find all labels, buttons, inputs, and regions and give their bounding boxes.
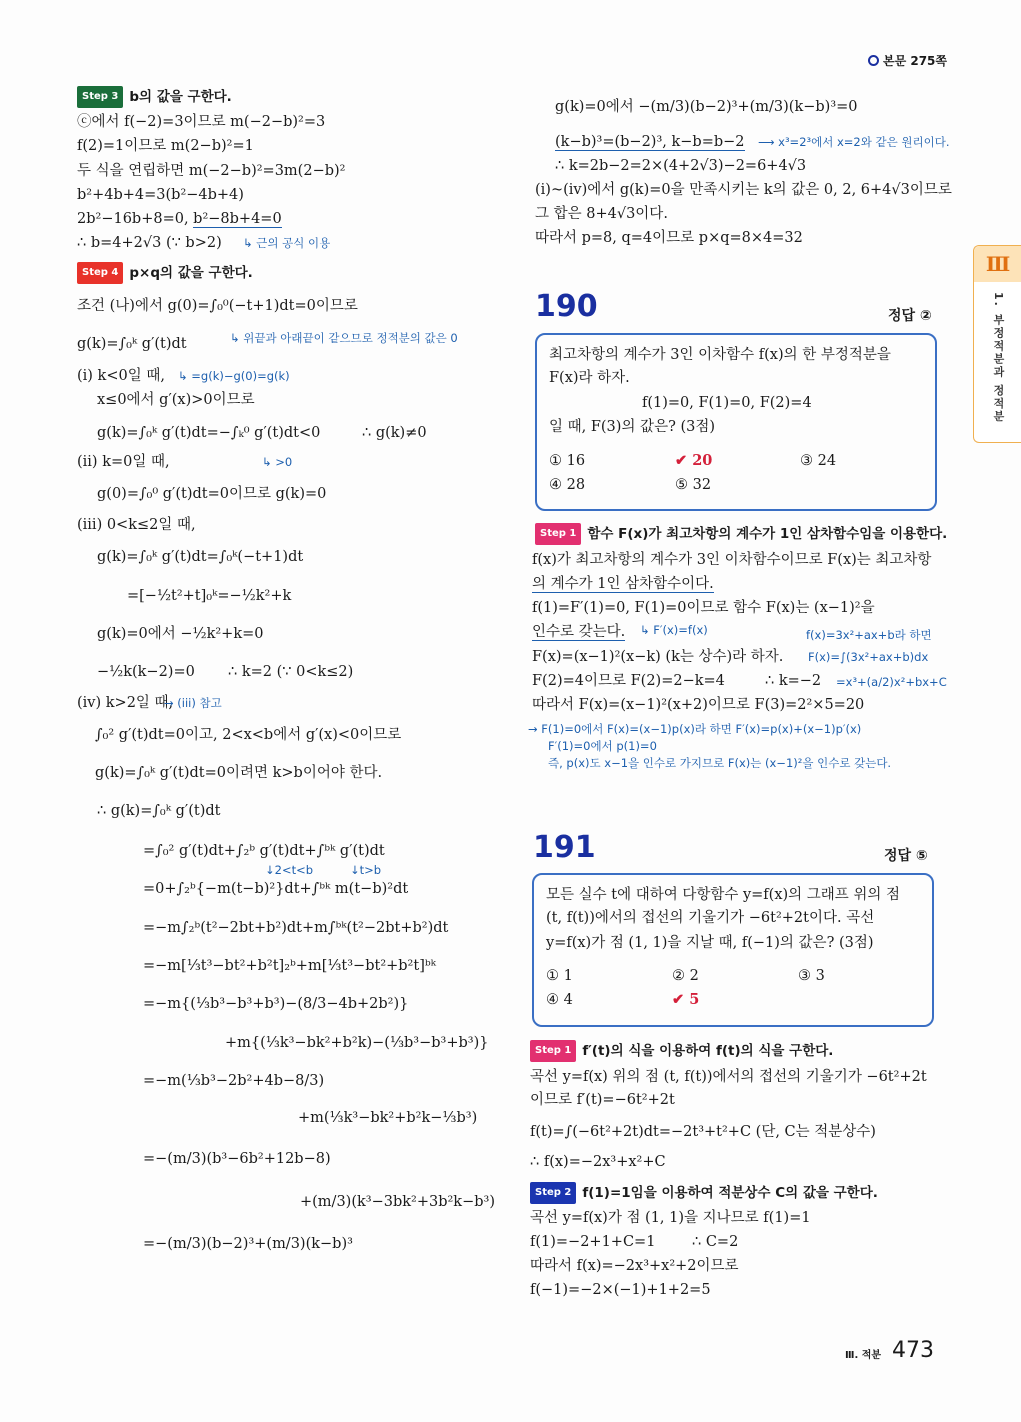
solution-line: ∴ b=4+2√3 (∵ b>2) xyxy=(77,235,222,251)
answer-label: 정답 ② xyxy=(888,308,932,324)
solution-line: F(2)=4이므로 F(2)=2−k=4 xyxy=(532,673,725,689)
answer-label: 정답 ⑤ xyxy=(884,848,928,864)
step1-title: 함수 F(x)가 최고차항의 계수가 1인 삼차함수임을 이용한다. xyxy=(587,526,948,542)
solution-line: =0+∫₂ᵇ{−m(t−b)²}dt+∫ᵇᵏ m(t−b)²dt xyxy=(143,881,409,897)
solution-line xyxy=(77,209,282,229)
solution-line: g(k)=∫₀ᵏ g′(t)dt=−∫ₖ⁰ g′(t)dt<0 xyxy=(97,425,321,441)
question-line: y=f(x)가 점 (1, 1)을 지날 때, f(−1)의 값은? (3점) xyxy=(546,935,874,951)
solution-line: =[−½t²+t]₀ᵏ=−½k²+k xyxy=(127,588,292,604)
choice-2: ② 2 xyxy=(672,968,699,984)
solution-line: =∫₀² g′(t)dt+∫₂ᵇ g′(t)dt+∫ᵇᵏ g′(t)dt xyxy=(143,843,385,859)
solution-line: g(k)=∫₀ᵏ g′(t)dt xyxy=(77,336,187,352)
step1-heading xyxy=(530,1040,833,1062)
question-line: (t, f(t))에서의 접선의 기울기가 −6t²+2t이다. 곡선 xyxy=(546,910,875,926)
annotation-note: ⟶ x³=2³에서 x=2와 같은 원리이다. xyxy=(758,135,950,149)
solution-line: g(k)=0에서 −(m/3)(b−2)³+(m/3)(k−b)³=0 xyxy=(555,99,858,115)
choice-3: ③ 24 xyxy=(800,453,837,469)
solution-line: =−m[⅓t³−bt²+b²t]₂ᵇ+m[⅓t³−bt²+b²t]ᵇᵏ xyxy=(143,958,436,974)
choice-5-checked: ✔ 5 xyxy=(672,991,700,1008)
underlined-equation: b²−8b+4=0 xyxy=(193,211,282,227)
question-line: 최고차항의 계수가 3인 이차함수 f(x)의 한 부정적분을 xyxy=(549,347,891,363)
chapter-numeral: Ⅲ xyxy=(974,246,1021,282)
solution-line: g(k)=0에서 −½k²+k=0 xyxy=(97,626,264,642)
step4-title: p×q의 값을 구한다. xyxy=(129,265,253,281)
section-title: 1. 부정적분과 정적분 xyxy=(992,292,1005,424)
solution-line: 따라서 F(x)=(x−1)²(x+2)이므로 F(3)=2²×5=20 xyxy=(532,697,865,713)
solution-line: F(x)=(x−1)²(x−k) (k는 상수)라 하자. xyxy=(532,649,784,665)
reference-text: 본문 275쪽 xyxy=(883,54,948,68)
step3-badge: Step 3 xyxy=(77,86,123,108)
solution-line: 조건 (나)에서 g(0)=∫₀⁰(−t+1)dt=0이므로 xyxy=(77,298,358,314)
annotation-note: F′(1)=0에서 p(1)=0 xyxy=(548,739,657,753)
solution-line: (iii) 0<k≤2일 때, xyxy=(77,517,196,533)
step1-heading xyxy=(535,523,947,545)
question-line: f(1)=0, F(1)=0, F(2)=4 xyxy=(642,395,812,411)
annotation-note: ↓t>b xyxy=(350,863,382,877)
circle-bullet-icon xyxy=(868,55,879,66)
question-line: F(x)라 하자. xyxy=(549,370,630,386)
solution-line: =−m{(⅓b³−b³+b³)−(8/3−4b+2b²)} xyxy=(143,996,409,1012)
solution-line: f(2)=1이므로 m(2−b)²=1 xyxy=(77,138,254,154)
annotation-note: ↳ 위끝과 아래끝이 같으므로 정적분의 값은 0 xyxy=(230,331,458,345)
step3-title: b의 값을 구한다. xyxy=(129,89,232,105)
solution-line: g(0)=∫₀⁰ g′(t)dt=0이므로 g(k)=0 xyxy=(97,486,327,502)
step2-heading xyxy=(530,1182,878,1204)
question-line: 모든 실수 t에 대하여 다항함수 y=f(x)의 그래프 위의 점 xyxy=(546,887,901,903)
solution-line: 따라서 f(x)=−2x³+x²+2이므로 xyxy=(530,1258,739,1274)
underlined-text: 의 계수가 1인 삼차함수이다. xyxy=(532,576,714,592)
annotation-note: → (iii) 참고 xyxy=(164,696,222,710)
solution-line: (ii) k=0일 때, xyxy=(77,454,170,470)
annotation-note: F(x)=∫(3x²+ax+b)dx xyxy=(808,650,929,664)
annotation-note: =x³+(a/2)x²+bx+C xyxy=(836,675,947,689)
solution-line: =−m∫₂ᵇ(t²−2bt+b²)dt+m∫ᵇᵏ(t²−2bt+b²)dt xyxy=(143,920,449,936)
solution-line: ∴ k=−2 xyxy=(765,673,822,689)
solution-line: 두 식을 연립하면 m(−2−b)²=3m(2−b)² xyxy=(77,163,346,179)
page-reference xyxy=(868,52,947,69)
annotation-note: ↓2<t<b xyxy=(265,863,314,877)
annotation-note: ↳ =g(k)−g(0)=g(k) xyxy=(178,369,290,383)
step1-badge: Step 1 xyxy=(535,523,581,545)
underlined-text: 인수로 갖는다. xyxy=(532,624,626,640)
solution-line: ∴ g(k)≠0 xyxy=(362,425,427,441)
solution-line: ∴ k=2 (∵ 0<k≤2) xyxy=(228,664,354,680)
solution-line: 곡선 y=f(x) 위의 점 (t, f(t))에서의 접선의 기울기가 −6t²+2t xyxy=(530,1069,927,1085)
solution-line: (iv) k>2일 때, xyxy=(77,695,174,711)
footer-chapter: Ⅲ. 적분 xyxy=(845,1350,882,1361)
choice-4: ④ 4 xyxy=(546,992,573,1008)
solution-line: 곡선 y=f(x)가 점 (1, 1)을 지나므로 f(1)=1 xyxy=(530,1210,811,1226)
solution-line: f(x)가 최고차항의 계수가 3인 이차함수이므로 F(x)는 최고차항 xyxy=(532,552,932,568)
solution-line: (i) k<0일 때, xyxy=(77,368,165,384)
step2-badge: Step 2 xyxy=(530,1182,576,1204)
solution-line: ∴ g(k)=∫₀ᵏ g′(t)dt xyxy=(97,803,221,819)
step4-heading xyxy=(77,262,253,284)
problem-number: 190 xyxy=(535,289,598,324)
choice-4: ④ 28 xyxy=(549,477,586,493)
choice-2-checked: ✔ 20 xyxy=(675,452,713,469)
solution-line: =−m(⅓b³−2b²+4b−8/3) xyxy=(143,1073,325,1089)
solution-line xyxy=(555,132,745,152)
choice-3: ③ 3 xyxy=(798,968,825,984)
solution-line: g(k)=∫₀ᵏ g′(t)dt=∫₀ᵏ(−t+1)dt xyxy=(97,549,304,565)
step1-title: f′(t)의 식을 이용하여 f(t)의 식을 구한다. xyxy=(582,1043,834,1059)
solution-line xyxy=(532,622,625,642)
question-line: 일 때, F(3)의 값은? (3점) xyxy=(549,419,716,435)
page-number: 473 xyxy=(892,1338,934,1363)
solution-line: f(1)=F′(1)=0, F(1)=0이므로 함수 F(x)는 (x−1)²을 xyxy=(532,600,875,616)
annotation-note: ↳ 근의 공식 이용 xyxy=(243,236,331,250)
solution-line: ∴ f(x)=−2x³+x²+C xyxy=(530,1154,666,1170)
choice-1: ① 1 xyxy=(546,968,573,984)
solution-line: +m{(⅓k³−bk²+b²k)−(⅓b³−b³+b³)} xyxy=(225,1035,489,1051)
solution-line: 그 합은 8+4√3이다. xyxy=(535,206,668,222)
solution-line: x≤0에서 g′(x)>0이므로 xyxy=(97,392,255,408)
solution-line: 따라서 p=8, q=4이므로 p×q=8×4=32 xyxy=(535,230,803,246)
solution-line: f(−1)=−2×(−1)+1+2=5 xyxy=(530,1282,711,1298)
problem-number: 191 xyxy=(533,830,596,865)
solution-line: ∫₀² g′(t)dt=0이고, 2<x<b에서 g′(x)<0이므로 xyxy=(95,727,402,743)
solution-line: ∴ k=2b−2=2×(4+2√3)−2=6+4√3 xyxy=(555,158,807,174)
underlined-equation: (k−b)³=(b−2)³, k−b=b−2 xyxy=(555,134,745,150)
equation-part: 2b²−16b+8=0, xyxy=(77,211,194,227)
solution-line: 이므로 f′(t)=−6t²+2t xyxy=(530,1092,675,1108)
solution-line: f(t)=∫(−6t²+2t)dt=−2t³+t²+C (단, C는 적분상수) xyxy=(530,1124,876,1140)
solution-line: =−(m/3)(b−2)³+(m/3)(k−b)³ xyxy=(143,1236,353,1252)
step2-title: f(1)=1임을 이용하여 적분상수 C의 값을 구한다. xyxy=(582,1185,878,1201)
solution-line: +m(⅓k³−bk²+b²k−⅓b³) xyxy=(298,1110,478,1126)
step4-badge: Step 4 xyxy=(77,262,123,284)
solution-line: b²+4b+4=3(b²−4b+4) xyxy=(77,187,244,203)
solution-line: f(1)=−2+1+C=1 xyxy=(530,1234,656,1250)
choice-5: ⑤ 32 xyxy=(675,477,712,493)
solution-line xyxy=(532,574,714,594)
annotation-note: ↳ F′(x)=f(x) xyxy=(640,623,708,637)
solution-line: g(k)=∫₀ᵏ g′(t)dt=0이려면 k>b이어야 한다. xyxy=(95,765,383,781)
annotation-note: f(x)=3x²+ax+b라 하면 xyxy=(806,628,932,642)
step1-badge: Step 1 xyxy=(530,1040,576,1062)
annotation-note: ↳ >0 xyxy=(262,455,293,469)
annotation-note: → F(1)=0에서 F(x)=(x−1)p(x)라 하면 F′(x)=p(x)+(x−1)p′(x) xyxy=(528,722,862,736)
annotation-note: 즉, p(x)도 x−1을 인수로 가지므로 F(x)는 (x−1)²을 인수로 갖는다. xyxy=(548,756,892,770)
solution-line: +(m/3)(k³−3bk²+3b²k−b³) xyxy=(300,1194,495,1210)
step3-heading xyxy=(77,86,232,108)
chapter-side-tab xyxy=(973,245,1021,443)
solution-line: =−(m/3)(b³−6b²+12b−8) xyxy=(143,1151,331,1167)
solution-line: −½k(k−2)=0 xyxy=(97,664,195,680)
solution-line: ∴ C=2 xyxy=(692,1234,739,1250)
solution-line: (i)~(iv)에서 g(k)=0을 만족시키는 k의 값은 0, 2, 6+4√3이므로 xyxy=(535,182,952,198)
solution-line: ⓒ에서 f(−2)=3이므로 m(−2−b)²=3 xyxy=(77,114,326,130)
choice-1: ① 16 xyxy=(549,453,586,469)
